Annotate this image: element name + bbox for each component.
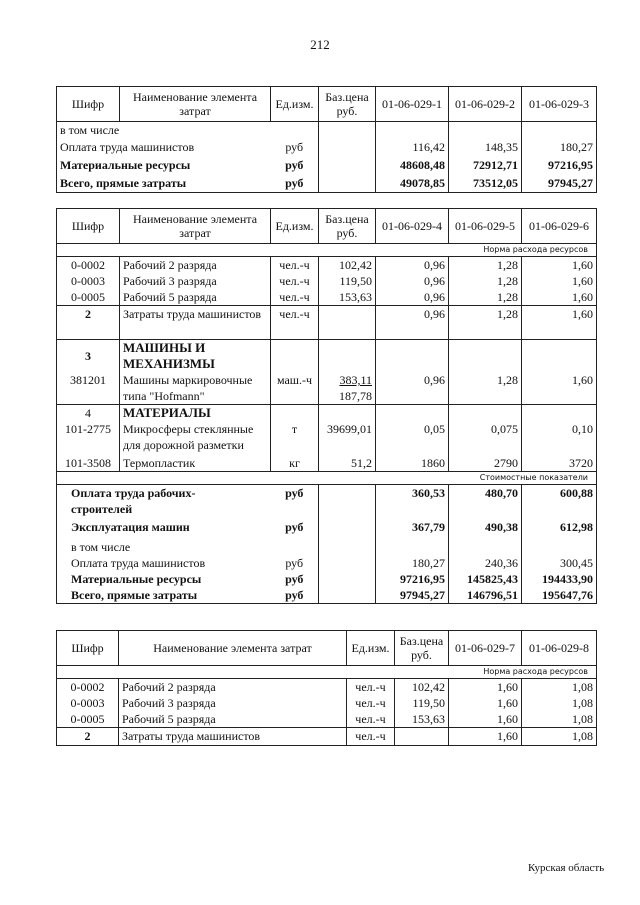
section-resources: Норма расхода ресурсов [57, 244, 597, 257]
row-label: Затраты труда машинистов [119, 728, 347, 746]
section-title: МАТЕРИАЛЫ [120, 405, 271, 422]
cell-value: 1,28 [449, 306, 522, 340]
cell-value: 1,28 [449, 257, 522, 274]
cell-value: 0,10 [522, 421, 597, 455]
header-col: 01-06-029-3 [522, 87, 597, 122]
row-code: 2 [57, 728, 119, 746]
header-col: 01-06-029-1 [376, 87, 449, 122]
header-col: 01-06-029-8 [522, 631, 597, 666]
section-title: МАШИНЫ И МЕХАНИЗМЫ [120, 340, 271, 373]
table-3 [56, 630, 597, 746]
row-label: в том числе [57, 539, 271, 555]
table-row [57, 455, 597, 472]
footer-region: Курская область [528, 862, 605, 874]
cell-value: 1,60 [522, 372, 597, 405]
cell-value: 97945,27 [522, 175, 597, 193]
cell-value: 116,42 [376, 139, 449, 157]
cell-value: 146796,51 [449, 587, 522, 604]
cell-value: 0,96 [376, 289, 449, 306]
price-numerator: 383,11 [339, 373, 372, 387]
row-unit: маш.-ч [271, 372, 319, 405]
row-label: Материальные ресурсы [57, 157, 271, 175]
table-row [57, 519, 597, 539]
cell-value: 1,08 [522, 679, 597, 696]
cell-value: 1,08 [522, 695, 597, 711]
row-code: 381201 [57, 372, 120, 405]
row-unit: чел.-ч [271, 289, 319, 306]
table-2 [56, 208, 597, 604]
header-unit: Ед.изм. [271, 209, 319, 244]
row-label: Рабочий 2 разряда [120, 257, 271, 274]
section-costs: Стоимостные показатели [57, 472, 597, 485]
row-code: 0-0002 [57, 679, 119, 696]
header-col: 01-06-029-5 [449, 209, 522, 244]
table-row [57, 122, 597, 139]
price-denominator: 187,78 [339, 389, 372, 403]
table-row [57, 273, 597, 289]
row-price: 51,2 [319, 455, 376, 472]
table-row [57, 571, 597, 587]
row-unit: чел.-ч [271, 273, 319, 289]
cell-value: 490,38 [449, 519, 522, 539]
row-label: Эксплуатация машин [57, 519, 271, 539]
cell-value: 1,60 [449, 728, 522, 746]
row-label: Машины маркировочные типа "Hofmann" [120, 372, 271, 405]
cell-value: 72912,71 [449, 157, 522, 175]
cell-value: 0,075 [449, 421, 522, 455]
row-unit: чел.-ч [347, 711, 395, 728]
row-code: 0-0005 [57, 711, 119, 728]
row-label: Всего, прямые затраты [57, 175, 271, 193]
table-row [57, 679, 597, 696]
row-code: 0-0005 [57, 289, 120, 306]
row-price: 39699,01 [319, 421, 376, 455]
cell-value: 1,60 [449, 695, 522, 711]
row-label: Рабочий 5 разряда [120, 289, 271, 306]
row-label: Рабочий 5 разряда [119, 711, 347, 728]
cell-value: 240,36 [449, 555, 522, 571]
cell-value: 1,60 [522, 289, 597, 306]
header-code: Шифр [57, 631, 119, 666]
header-name: Наименование элемента затрат [120, 209, 271, 244]
row-unit: руб [271, 485, 319, 519]
table-row [57, 728, 597, 746]
header-code: Шифр [57, 209, 120, 244]
cell-value: 1,28 [449, 372, 522, 405]
row-code: 3 [57, 340, 120, 373]
cell-value: 1860 [376, 455, 449, 472]
row-price: 102,42 [395, 679, 449, 696]
cell-value: 1,28 [449, 273, 522, 289]
cell-value: 3720 [522, 455, 597, 472]
row-unit: руб [271, 175, 319, 193]
table-row [57, 157, 597, 175]
section-machines [57, 340, 597, 373]
row-unit: чел.-ч [271, 306, 319, 340]
header-col: 01-06-029-6 [522, 209, 597, 244]
cell-value: 600,88 [522, 485, 597, 519]
cell-value: 195647,76 [522, 587, 597, 604]
row-code: 0-0002 [57, 257, 120, 274]
cell-value: 148,35 [449, 139, 522, 157]
cell-value: 0,96 [376, 257, 449, 274]
header-unit: Ед.изм. [347, 631, 395, 666]
cell-value: 0,05 [376, 421, 449, 455]
table-row [57, 587, 597, 604]
row-code: 2 [57, 306, 120, 340]
row-unit: чел.-ч [347, 728, 395, 746]
table-row [57, 175, 597, 193]
cell-value: 1,60 [522, 257, 597, 274]
row-unit: чел.-ч [347, 679, 395, 696]
table-row [57, 139, 597, 157]
cell-value: 0,96 [376, 306, 449, 340]
table-1 [56, 86, 597, 193]
row-label: Рабочий 3 разряда [120, 273, 271, 289]
cell-value: 0,96 [376, 372, 449, 405]
row-code: 0-0003 [57, 695, 119, 711]
cell-value: 1,08 [522, 728, 597, 746]
row-price: 102,42 [319, 257, 376, 274]
row-price: 119,50 [395, 695, 449, 711]
row-unit: руб [271, 555, 319, 571]
section-materials [57, 405, 597, 422]
cell-value: 2790 [449, 455, 522, 472]
row-label: Рабочий 2 разряда [119, 679, 347, 696]
cell-value: 73512,05 [449, 175, 522, 193]
row-price: 119,50 [319, 273, 376, 289]
table-row [57, 695, 597, 711]
row-unit: руб [271, 157, 319, 175]
header-col: 01-06-029-7 [449, 631, 522, 666]
cell-value: 97216,95 [376, 571, 449, 587]
row-unit: т [271, 421, 319, 455]
header-base-price: Баз.цена руб. [395, 631, 449, 666]
table-row [57, 421, 597, 455]
cell-value: 97216,95 [522, 157, 597, 175]
row-label: Микросферы стеклянные для дорожной разметки [120, 421, 271, 455]
cell-value: 360,53 [376, 485, 449, 519]
cell-value: 48608,48 [376, 157, 449, 175]
cell-value: 97945,27 [376, 587, 449, 604]
row-code: 101-2775 [57, 421, 120, 455]
row-price: 153,63 [395, 711, 449, 728]
row-label: Всего, прямые затраты [57, 587, 271, 604]
cell-value: 0,96 [376, 273, 449, 289]
row-label: Оплата труда рабочих-строителей [57, 485, 271, 519]
cell-value: 1,60 [522, 273, 597, 289]
cell-value: 1,60 [522, 306, 597, 340]
row-unit: чел.-ч [347, 695, 395, 711]
header-name: Наименование элемента затрат [119, 631, 347, 666]
cell-value: 194433,90 [522, 571, 597, 587]
table-row [57, 539, 597, 555]
table-row [57, 555, 597, 571]
header-code: Шифр [57, 87, 120, 122]
header-name: Наименование элемента затрат [120, 87, 271, 122]
cell-value: 612,98 [522, 519, 597, 539]
cell-value: 49078,85 [376, 175, 449, 193]
row-label: Оплата труда машинистов [57, 555, 271, 571]
row-unit: руб [271, 139, 319, 157]
row-unit: чел.-ч [271, 257, 319, 274]
table-row [57, 372, 597, 405]
row-unit: руб [271, 571, 319, 587]
cell-value: 480,70 [449, 485, 522, 519]
table-row [57, 485, 597, 519]
cell-value: 300,45 [522, 555, 597, 571]
cell-value: 1,60 [449, 711, 522, 728]
header-base-price: Баз.цена руб. [319, 87, 376, 122]
table-row [57, 257, 597, 274]
row-code: 4 [57, 405, 120, 422]
cell-value: 1,60 [449, 679, 522, 696]
row-label: в том числе [57, 122, 271, 139]
row-label: Материальные ресурсы [57, 571, 271, 587]
header-col: 01-06-029-4 [376, 209, 449, 244]
header-base-price: Баз.цена руб. [319, 209, 376, 244]
row-code: 101-3508 [57, 455, 120, 472]
section-resources: Норма расхода ресурсов [57, 666, 597, 679]
row-unit: руб [271, 519, 319, 539]
cell-value: 367,79 [376, 519, 449, 539]
row-label: Термопластик [120, 455, 271, 472]
row-price: 153,63 [319, 289, 376, 306]
table-row [57, 306, 597, 340]
row-unit: руб [271, 587, 319, 604]
cell-value: 180,27 [376, 555, 449, 571]
header-unit: Ед.изм. [271, 87, 319, 122]
row-label: Оплата труда машинистов [57, 139, 271, 157]
cell-value: 180,27 [522, 139, 597, 157]
table-row [57, 711, 597, 728]
cell-value: 1,08 [522, 711, 597, 728]
header-col: 01-06-029-2 [449, 87, 522, 122]
row-label: Рабочий 3 разряда [119, 695, 347, 711]
table-row [57, 289, 597, 306]
page-number: 212 [310, 37, 330, 52]
row-label: Затраты труда машинистов [120, 306, 271, 340]
row-unit: кг [271, 455, 319, 472]
row-code: 0-0003 [57, 273, 120, 289]
cell-value: 145825,43 [449, 571, 522, 587]
cell-value: 1,28 [449, 289, 522, 306]
